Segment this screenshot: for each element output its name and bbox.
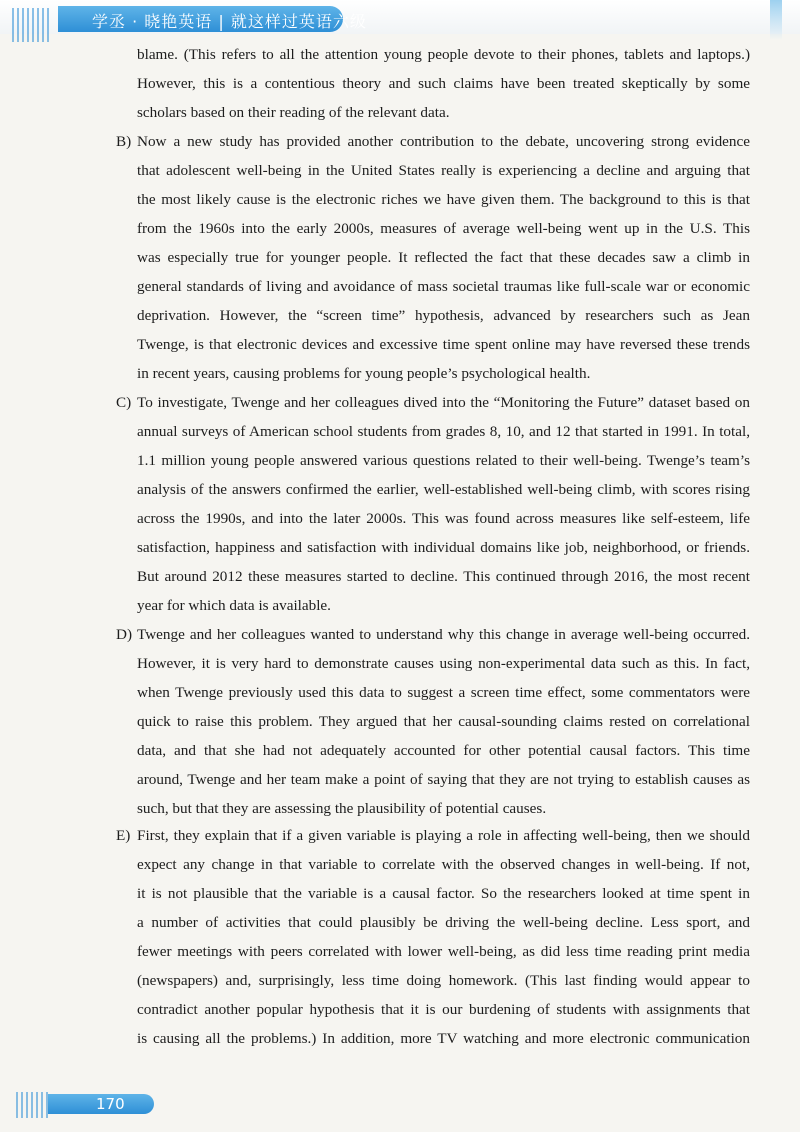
header-title: 学丞 · 晓艳英语 | 就这样过英语六级 [92, 12, 367, 31]
passage-line: Now a new study has provided another contribution to the debate, uncovering strong evidence [137, 133, 750, 150]
passage-line: deprivation. However, the “screen time” hypothesis, advanced by researchers such as Jean [137, 307, 750, 324]
footer-decoration [16, 1092, 48, 1118]
passage-line: contradict another popular hypothesis that it is our burdening of students with assignments that [137, 1001, 750, 1018]
passage-line: (newspapers) and, surprisingly, less time doing homework. (This last finding would appear to [137, 972, 750, 989]
passage-line: expect any change in that variable to correlate with the observed changes in well-being. If not, [137, 856, 750, 873]
passage-line: from the 1960s into the early 2000s, measures of average well-being went up in the U.S. This [137, 220, 750, 237]
passage-line: when Twenge previously used this data to suggest a screen time effect, some commentators were [137, 684, 750, 701]
passage-line: First, they explain that if a given variable is playing a role in affecting well-being, then we should [137, 827, 750, 844]
passage-line: scholars based on their reading of the relevant data. [137, 104, 450, 121]
passage-line: around, Twenge and her team make a point of saying that they are not trying to establish causes as [137, 771, 750, 788]
paragraph-marker: D) [116, 626, 133, 643]
passage-line: it is not plausible that the variable is a causal factor. So the researchers looked at time spent in [137, 885, 750, 902]
passage-line: 1.1 million young people answered various questions related to their well-being. Twenge’s team’s [137, 452, 750, 469]
passage-line: the most likely cause is the electronic riches we have given them. The background to this is that [137, 191, 750, 208]
paragraph-marker: E) [116, 827, 131, 844]
passage-line: annual surveys of American school students from grades 8, 10, and 12 that started in 1991. In total, [137, 423, 750, 440]
passage-line: However, it is very hard to demonstrate causes using non-experimental data such as this. In fact, [137, 655, 750, 672]
passage-line: such, but that they are assessing the plausibility of potential causes. [137, 800, 547, 817]
passage-line: fewer meetings with peers correlated with lower well-being, as did less time reading print media [137, 943, 750, 960]
passage-line: To investigate, Twenge and her colleagues dived into the “Monitoring the Future” dataset based on [137, 394, 750, 411]
paragraph-marker: B) [116, 133, 132, 150]
passage-line: a number of activities that could plausibly be driving the well-being decline. Less sport, and [137, 914, 750, 931]
passage-line: that adolescent well-being in the United States really is experiencing a decline and arguing that [137, 162, 750, 179]
passage-line: year for which data is available. [137, 597, 331, 614]
passage-line: Twenge and her colleagues wanted to understand why this change in average well-being occurred. [137, 626, 750, 643]
passage-line: is causing all the problems.) In addition, more TV watching and more electronic communication [137, 1030, 750, 1047]
passage-line: analysis of the answers confirmed the earlier, well-established well-being climb, with scores rising [137, 481, 750, 498]
passage-line: data, and that she had not adequately accounted for other potential causal factors. This time [137, 742, 750, 759]
passage-line: quick to raise this problem. They argued that her causal-sounding claims rested on correlational [137, 713, 750, 730]
passage-line: But around 2012 these measures started to decline. This continued through 2016, the most recent [137, 568, 750, 585]
passage-line: across the 1990s, and into the later 2000s. This was found across measures like self-esteem, life [137, 510, 750, 527]
passage-line: in recent years, causing problems for young people’s psychological health. [137, 365, 591, 382]
paragraph-marker: C) [116, 394, 132, 411]
passage-line: Twenge, is that electronic devices and excessive time spent online may have reversed these trends [137, 336, 750, 353]
passage-line: However, this is a contentious theory and such claims have been treated skeptically by some [137, 75, 750, 92]
passage-line: general standards of living and avoidance of mass societal traumas like full-scale war or economic [137, 278, 750, 295]
passage-line: was especially true for younger people. It reflected the fact that these decades saw a climb in [137, 249, 750, 266]
header-decoration [12, 8, 52, 42]
passage-line: blame. (This refers to all the attention young people devote to their phones, tablets and laptops.) [137, 46, 750, 63]
passage-line: satisfaction, happiness and satisfaction with individual domains like job, neighborhood, or friends. [137, 539, 750, 556]
header-right-decoration [770, 0, 782, 40]
page-number: 170 [96, 1095, 125, 1113]
